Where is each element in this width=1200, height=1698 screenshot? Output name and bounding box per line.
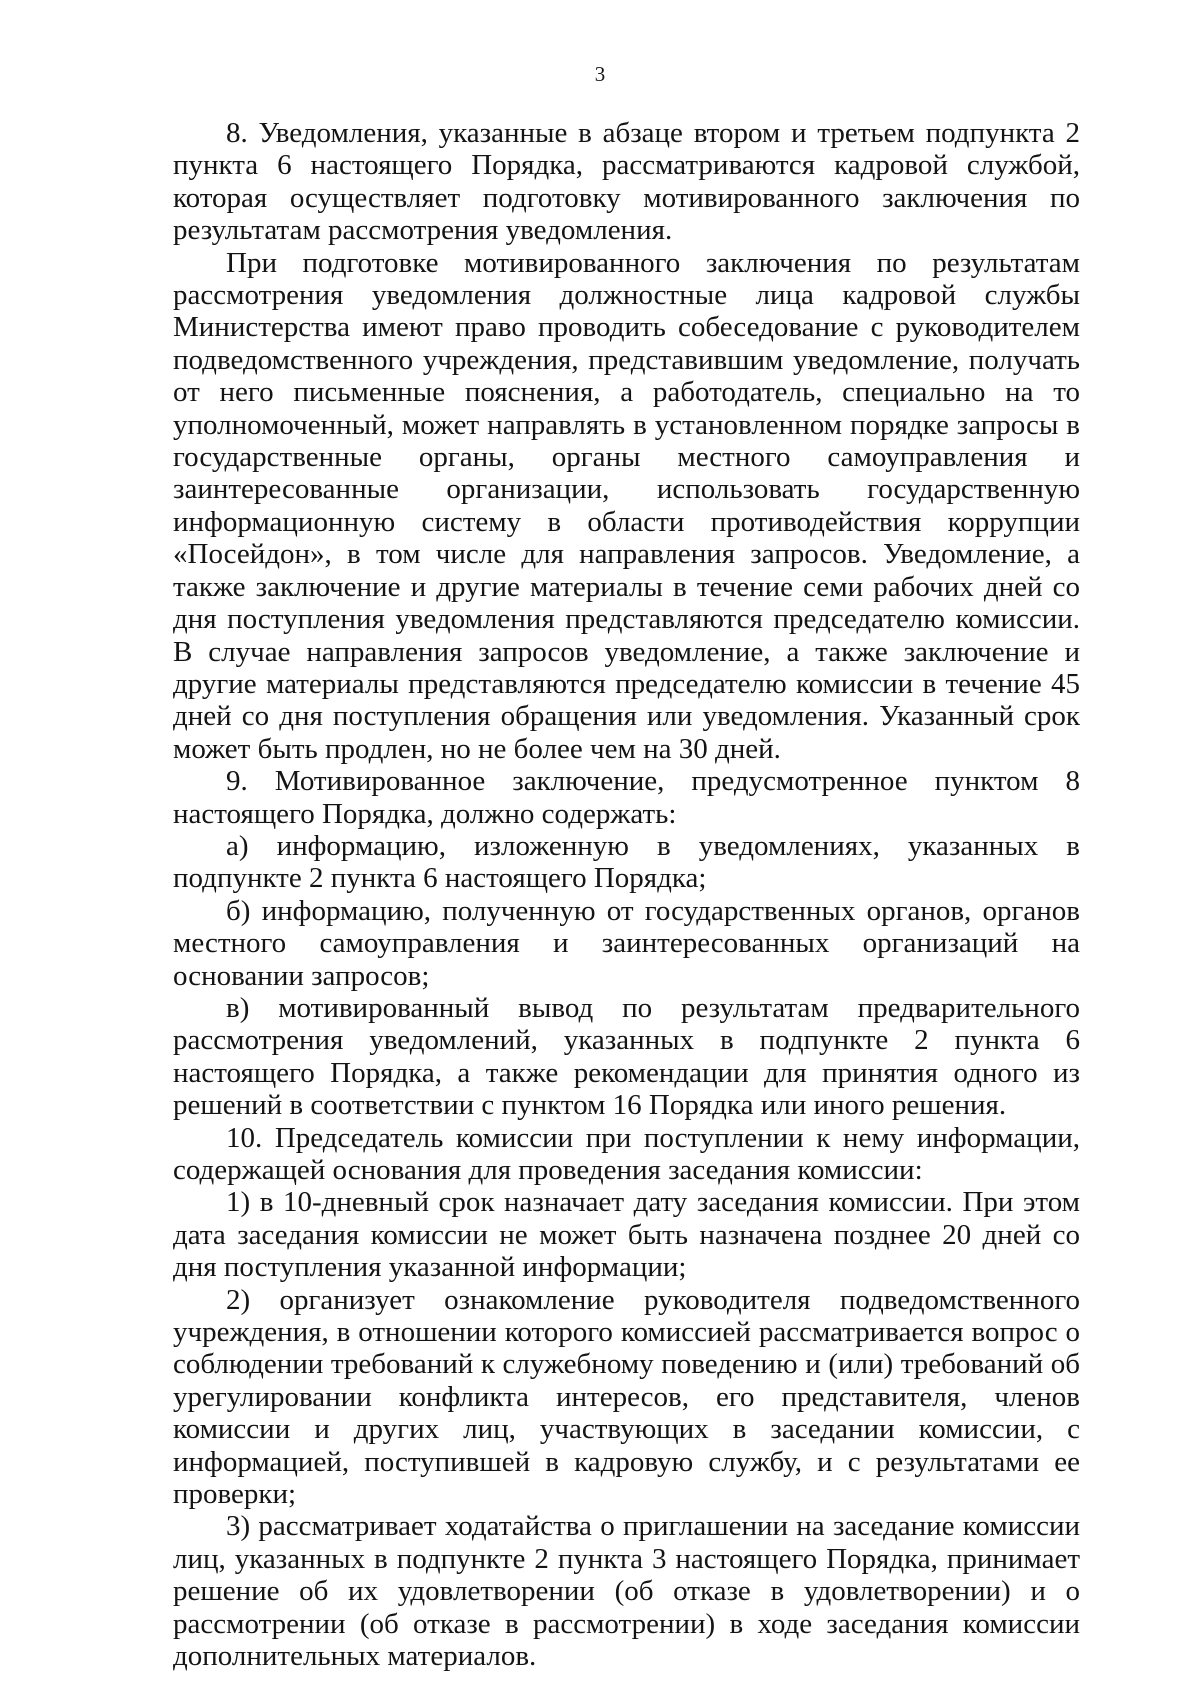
paragraph-8: 8. Уведомления, указанные в абзаце втором и третьем подпункта 2 пункта 6 настоящего Порядка, рассматриваются кадровой службой, которая осуществляет подготовку мотивированного заключения по результатам рассмотрения уведомления. [173, 117, 1080, 247]
list-item-b: б) информацию, полученную от государственных органов, органов местного самоуправления и заинтересованных организаций на основании запросов; [173, 894, 1080, 992]
paragraph-10: 10. Председатель комиссии при поступлении к нему информации, содержащей основания для проведения заседания комиссии: [173, 1121, 1080, 1186]
list-item-3: 3) рассматривает ходатайства о приглашении на заседание комиссии лиц, указанных в подпункте 2 пункта 3 настоящего Порядка, принимает решение об их удовлетворении (об отказе в удовлетворении) и о рассмотрении (об отказе в рассмотрении) в ходе заседания комиссии дополнительных материалов. [173, 1510, 1080, 1673]
list-item-1: 1) в 10-дневный срок назначает дату заседания комиссии. При этом дата заседания комиссии не может быть назначена позднее 20 дней со дня поступления указанной информации; [173, 1186, 1080, 1284]
list-item-2: 2) организует ознакомление руководителя подведомственного учреждения, в отношении которого комиссией рассматривается вопрос о соблюдении требований к служебному поведению и (или) требований об урегулировании конфликта интересов, его представителя, членов комиссии и других лиц, участвующих в заседании комиссии, с информацией, поступившей в кадровую службу, и с результатами ее проверки; [173, 1283, 1080, 1511]
paragraph-8-continuation: При подготовке мотивированного заключения по результатам рассмотрения уведомления должностные лица кадровой службы Министерства имеют право проводить собеседование с руководителем подведомственного учреждения, представившим уведомление, получать от него письменные пояснения, а работодатель, специально на то уполномоченный, может направлять в установленном порядке запросы в государственные органы, органы местного самоуправления и заинтересованные организации, использовать государственную информационную систему в области противодействия коррупции «Посейдон», в том числе для направления запросов. Уведомление, а также заключение и другие материалы в течение семи рабочих дней со дня поступления уведомления представляются председателю комиссии. В случае направления запросов уведомление, а также заключение и другие материалы представляются председателю комиссии в течение 45 дней со дня поступления обращения или уведомления. Указанный срок может быть продлен, но не более чем на 30 дней. [173, 246, 1080, 765]
document-body [173, 117, 1080, 1673]
page-number: 3 [594, 62, 606, 86]
list-item-v: в) мотивированный вывод по результатам предварительного рассмотрения уведомлений, указанных в подпункте 2 пункта 6 настоящего Порядка, а также рекомендации для принятия одного из решений в соответствии с пунктом 16 Порядка или иного решения. [173, 991, 1080, 1122]
paragraph-9: 9. Мотивированное заключение, предусмотренное пунктом 8 настоящего Порядка, должно содержать: [173, 765, 1080, 830]
list-item-a: а) информацию, изложенную в уведомлениях, указанных в подпункте 2 пункта 6 настоящего Порядка; [173, 829, 1080, 895]
